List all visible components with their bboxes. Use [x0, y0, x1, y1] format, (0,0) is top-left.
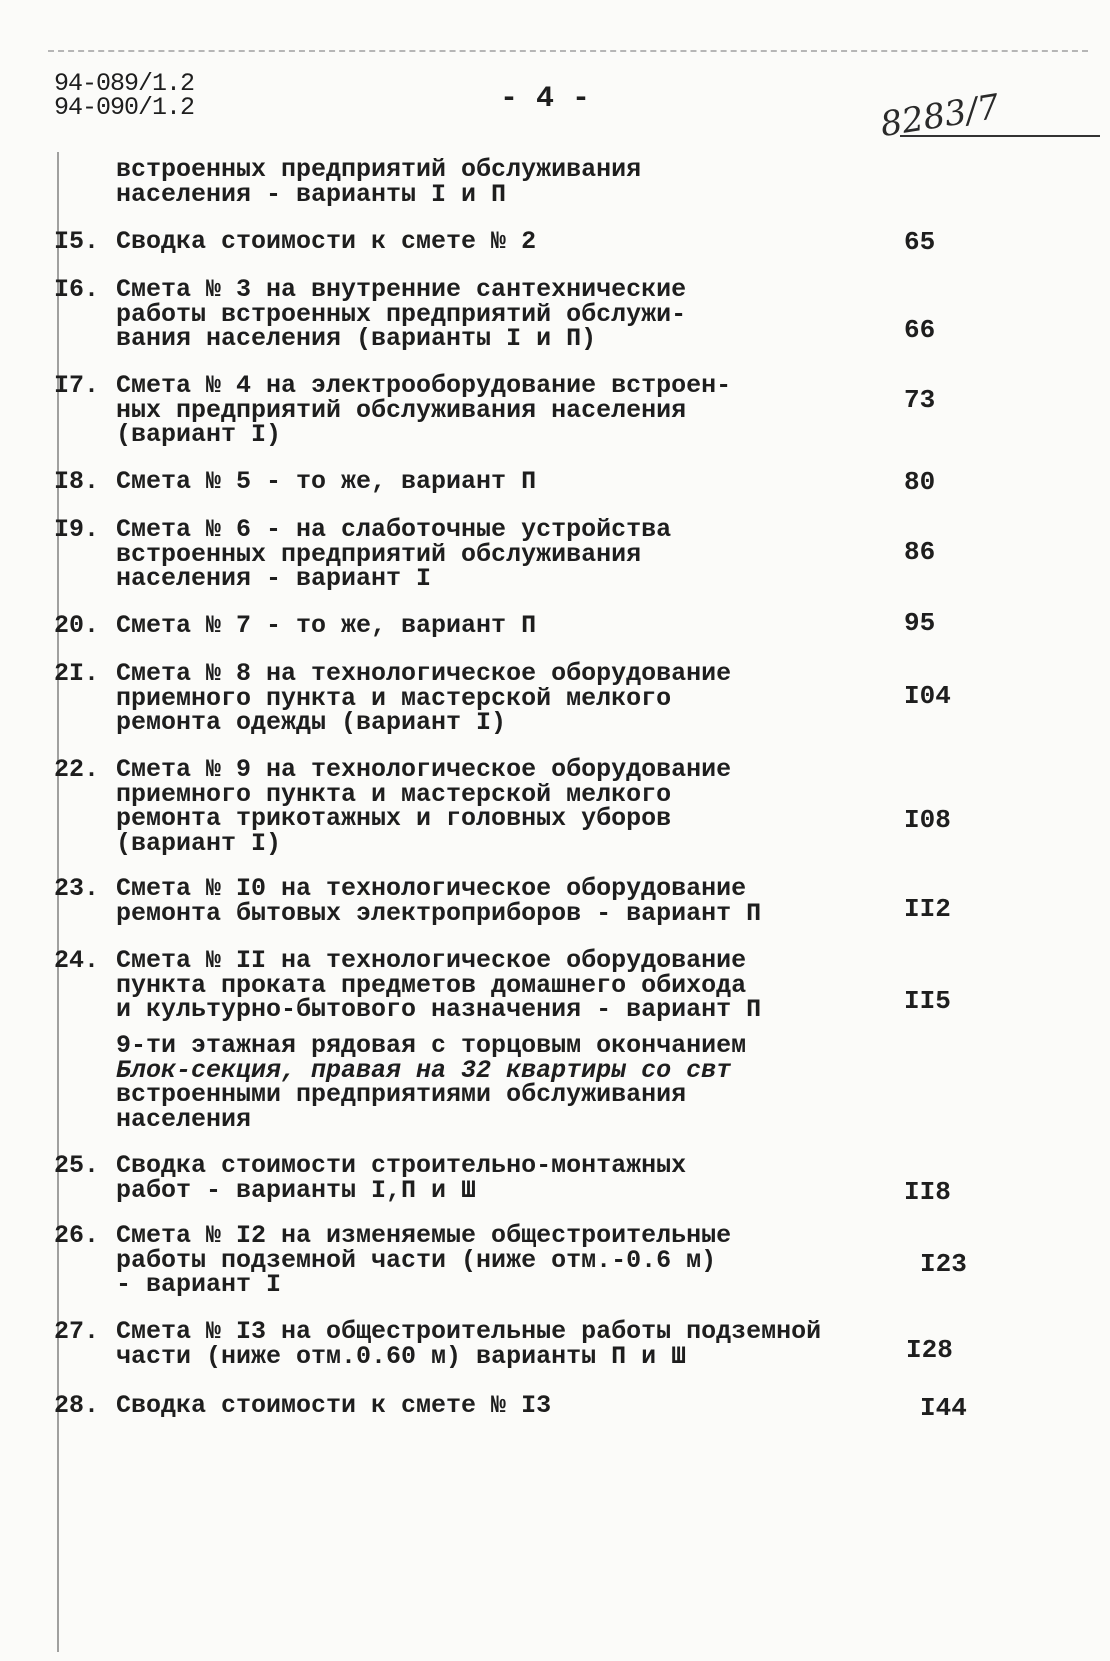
entry-page: I44: [920, 1393, 967, 1423]
note-line: встроенными предприятиями обслуживания: [116, 1080, 687, 1109]
entry-number: 26.: [54, 1221, 100, 1250]
entry-page: II8: [904, 1177, 951, 1207]
note-line: населения: [116, 1104, 252, 1134]
entry-line: и культурно-бытового назначения - вариант П: [116, 995, 762, 1024]
entry-line: работы встроенных предприятий обслужи-: [116, 299, 687, 329]
entry-number: I5.: [54, 227, 100, 256]
entry-line: Смета № 3 на внутренние сантехнические: [116, 275, 687, 304]
entry-page: II5: [904, 986, 951, 1016]
entry-line: Сводка стоимости строительно-монтажных: [116, 1151, 687, 1180]
entry-page: I23: [920, 1249, 967, 1279]
entry-line: приемного пункта и мастерской мелкого: [116, 683, 672, 713]
entry-line: ремонта бытовых электроприборов - вариант П: [116, 898, 762, 928]
entry-line: Смета № 8 на технологическое оборудование: [116, 659, 732, 688]
entry-number: 23.: [54, 874, 100, 903]
entry-number: 24.: [54, 946, 100, 975]
archive-code-1: 94-089/1.2: [54, 69, 195, 98]
archive-code-block: [54, 69, 195, 122]
entry-number: 20.: [54, 611, 100, 640]
entry-line: приемного пункта и мастерской мелкого: [116, 779, 672, 809]
page-number: - 4 -: [500, 82, 591, 116]
top-rule: [48, 50, 1088, 52]
inventory-mark: 8283/7: [877, 86, 1003, 146]
entry-number: I8.: [54, 467, 100, 496]
entry-line: Смета № II на технологическое оборудование: [116, 946, 747, 975]
entry-line: ных предприятий обслуживания населения: [116, 395, 687, 425]
entry-line: Смета № I2 на изменяемые общестроительные: [116, 1221, 732, 1250]
entry-number: I6.: [54, 275, 100, 304]
inventory-underline: [900, 135, 1100, 137]
entry-line: работ - варианты I,П и Ш: [116, 1175, 477, 1205]
entry-line: Смета № 7 - то же, вариант П: [116, 611, 537, 640]
entry-page: II2: [904, 894, 951, 924]
entry-line: Сводка стоимости к смете № I3: [116, 1391, 552, 1420]
continuation-line: встроенных предприятий обслуживания: [116, 155, 642, 184]
entry-line: - вариант I: [116, 1270, 282, 1299]
entry-number: I9.: [54, 515, 100, 544]
entry-page: 65: [904, 227, 936, 257]
continuation-line: населения - варианты I и П: [116, 179, 507, 209]
entry-line: пункта проката предметов домашнего обихода: [116, 970, 747, 1000]
entry-page: I08: [904, 805, 951, 835]
section-note: [116, 1031, 747, 1134]
note-line: 9-ти этажная рядовая с торцовым окончанием: [116, 1031, 747, 1060]
entry-number: 27.: [54, 1317, 100, 1346]
entry-line: части (ниже отм.0.60 м) варианты П и Ш: [116, 1341, 687, 1371]
archive-code-2: 94-090/1.2: [54, 93, 195, 122]
entry-line: населения - вариант I: [116, 564, 432, 593]
entry-page: 80: [904, 467, 936, 497]
entry-line: Смета № I0 на технологическое оборудование: [116, 874, 747, 903]
entry-line: Сводка стоимости к смете № 2: [116, 227, 537, 256]
entry-line: встроенных предприятий обслуживания: [116, 539, 642, 569]
entry-page: 95: [904, 608, 936, 638]
entry-number: 25.: [54, 1151, 100, 1180]
entry-page: I28: [906, 1335, 953, 1365]
note-line: Блок-секция, правая на 32 квартиры со свт: [116, 1055, 732, 1085]
entry-number: 28.: [54, 1391, 100, 1420]
entry-line: Смета № 5 - то же, вариант П: [116, 467, 537, 496]
entry-number: 2I.: [54, 659, 100, 688]
entry-line: (вариант I): [116, 420, 282, 449]
entry-line: (вариант I): [116, 828, 282, 858]
entry-number: I7.: [54, 371, 100, 400]
entry-line: Смета № 6 - на слаботочные устройства: [116, 515, 672, 544]
entry-line: Смета № I3 на общестроительные работы подземной: [116, 1317, 822, 1346]
entry-number: 22.: [54, 755, 100, 784]
entry-line: ремонта одежды (вариант I): [116, 708, 507, 737]
entry-line: работы подземной части (ниже отм.-0.6 м): [116, 1245, 717, 1275]
entry-line: Смета № 9 на технологическое оборудование: [116, 755, 732, 784]
entry-page: 66: [904, 315, 936, 345]
entry-page: I04: [904, 681, 951, 711]
entry-line: ремонта трикотажных и головных уборов: [116, 804, 672, 833]
entry-line: вания населения (варианты I и П): [116, 324, 597, 353]
entry-page: 73: [904, 385, 936, 415]
entry-page: 86: [904, 537, 936, 567]
entry-line: Смета № 4 на электрооборудование встроен-: [116, 371, 732, 400]
